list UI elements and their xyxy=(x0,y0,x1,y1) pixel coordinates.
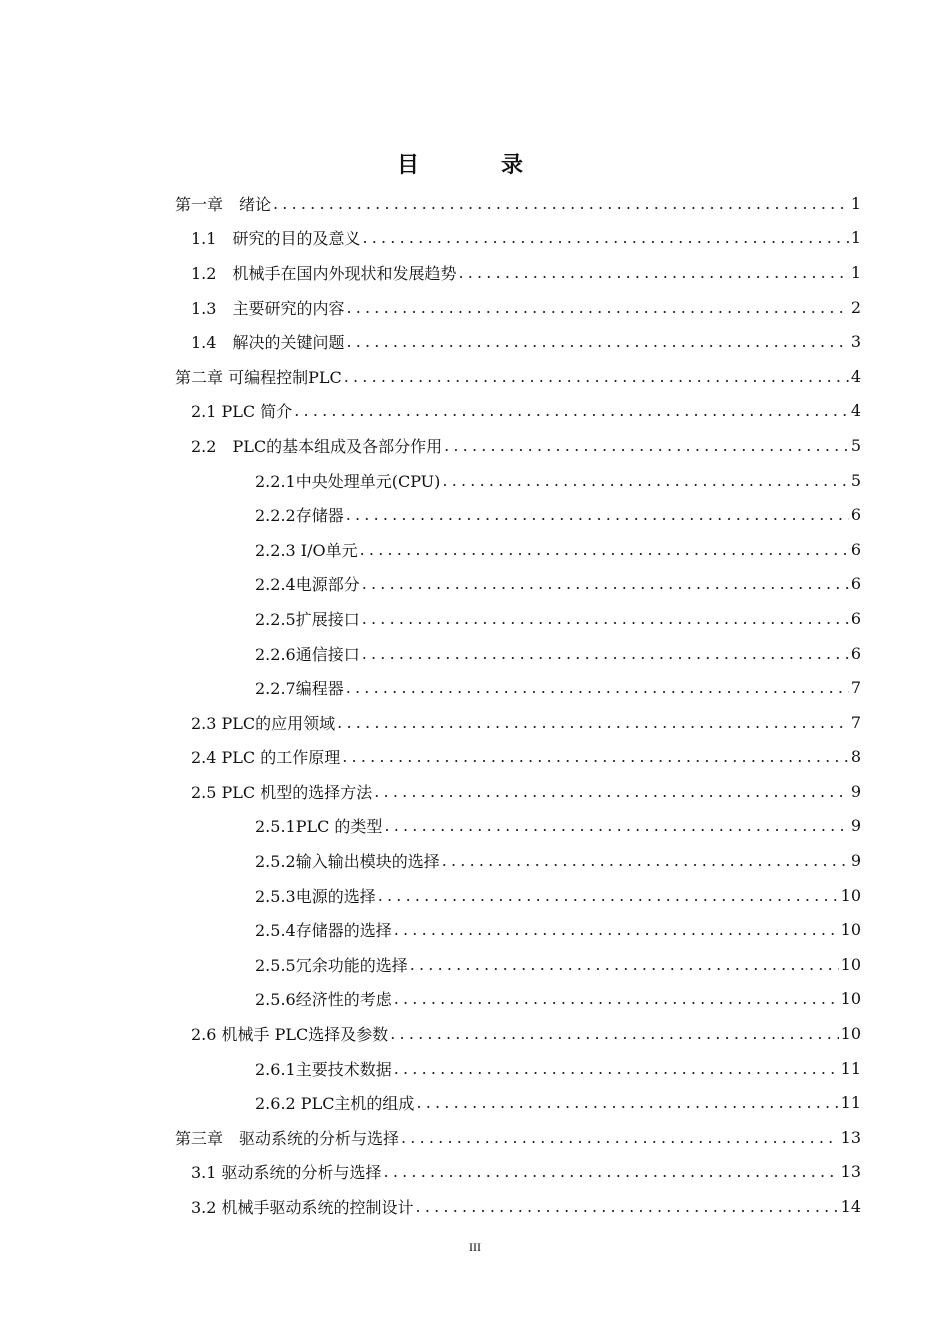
toc-dot-leader xyxy=(444,436,849,455)
toc-dot-leader xyxy=(344,367,849,386)
toc-entry-text: 2.6.2 PLC主机的组成 xyxy=(255,1094,415,1114)
toc-entry-text: 2.5.1PLC 的类型 xyxy=(255,817,383,837)
toc-dot-leader xyxy=(384,816,848,835)
toc-dot-leader xyxy=(362,574,849,593)
toc-entry[interactable] xyxy=(175,705,861,740)
toc-dot-leader xyxy=(273,194,849,213)
toc-entry-text: 2.2.4电源部分 xyxy=(255,575,360,595)
toc-entry-page: 11 xyxy=(840,1058,861,1078)
toc-dot-leader xyxy=(394,920,839,939)
toc-dot-leader xyxy=(442,471,848,490)
toc-entry-text: 2.2.3 I/O单元 xyxy=(255,540,358,560)
toc-dot-leader xyxy=(346,505,849,524)
toc-entry-page: 6 xyxy=(850,505,861,525)
toc-dot-leader xyxy=(346,678,849,697)
toc-dot-leader xyxy=(294,401,849,420)
toc-dot-leader xyxy=(416,1197,839,1216)
toc-entry-page: 8 xyxy=(850,747,861,767)
toc-dot-leader xyxy=(378,886,839,905)
toc-entry-page: 10 xyxy=(840,954,861,974)
toc-entry[interactable] xyxy=(175,567,861,602)
toc-entry-page: 10 xyxy=(840,920,861,940)
toc-entry-page: 2 xyxy=(850,297,861,317)
toc-dot-leader xyxy=(384,1162,839,1181)
toc-dot-leader xyxy=(346,332,848,351)
toc-entry[interactable] xyxy=(175,878,861,913)
toc-entry-page: 1 xyxy=(850,228,861,248)
toc-entry-page: 7 xyxy=(850,712,861,732)
toc-dot-leader xyxy=(362,609,849,628)
toc-entry-text: 2.6 机械手 PLC选择及参数 xyxy=(191,1025,389,1045)
toc-entry[interactable] xyxy=(175,1051,861,1086)
toc-entry-page: 7 xyxy=(850,678,861,698)
toc-entry[interactable] xyxy=(175,740,861,775)
toc-dot-leader xyxy=(362,228,848,247)
toc-dot-leader xyxy=(416,1093,838,1112)
toc-entry-page: 6 xyxy=(850,574,861,594)
toc-dot-leader xyxy=(410,955,839,974)
toc-entry[interactable] xyxy=(175,843,861,878)
toc-entry-text: 2.2.5扩展接口 xyxy=(255,609,360,629)
toc-entry-text: 1.2 机械手在国内外现状和发展趋势 xyxy=(191,263,457,283)
toc-entry[interactable] xyxy=(175,1155,861,1190)
toc-entry[interactable] xyxy=(175,428,861,463)
toc-entry[interactable] xyxy=(175,912,861,947)
toc-dot-leader xyxy=(394,1059,839,1078)
toc-entry[interactable] xyxy=(175,359,861,394)
toc-entry-text: 2.5.5冗余功能的选择 xyxy=(255,955,408,975)
toc-entry-text: 2.5 PLC 机型的选择方法 xyxy=(191,782,373,802)
toc-entry-page: 6 xyxy=(850,539,861,559)
toc-entry[interactable] xyxy=(175,636,861,671)
toc-entry[interactable] xyxy=(175,394,861,429)
toc-entry-text: 2.1 PLC 简介 xyxy=(191,402,293,422)
toc-dot-leader xyxy=(442,851,849,870)
toc-entry-text: 2.5.4存储器的选择 xyxy=(255,921,392,941)
toc-entry-page: 9 xyxy=(850,851,861,871)
toc-dot-leader xyxy=(390,1024,838,1043)
toc-entry-page: 6 xyxy=(850,643,861,663)
toc-dot-leader xyxy=(362,644,849,663)
toc-entry-page: 1 xyxy=(850,193,861,213)
toc-entry[interactable] xyxy=(175,186,861,221)
toc-entry-text: 1.1 研究的目的及意义 xyxy=(191,229,361,249)
toc-dot-leader xyxy=(360,540,849,559)
toc-entry-text: 3.2 机械手驱动系统的控制设计 xyxy=(191,1198,414,1218)
page-number-footer: III xyxy=(469,1240,481,1254)
toc-entry[interactable] xyxy=(175,1120,861,1155)
toc-entry-page: 5 xyxy=(850,435,861,455)
toc-dot-leader xyxy=(458,263,848,282)
toc-entry[interactable] xyxy=(175,947,861,982)
toc-entry-page: 13 xyxy=(840,1127,861,1147)
toc-dot-leader xyxy=(337,713,849,732)
toc-entry[interactable] xyxy=(175,809,861,844)
toc-entry[interactable] xyxy=(175,324,861,359)
toc-entry-text: 2.5.3电源的选择 xyxy=(255,886,376,906)
toc-entry-text: 2.2.6通信接口 xyxy=(255,644,360,664)
toc-entry-text: 2.2.7编程器 xyxy=(255,679,344,699)
toc-entry-page: 5 xyxy=(850,470,861,490)
toc-entry[interactable] xyxy=(175,463,861,498)
toc-entry-page: 10 xyxy=(840,1024,861,1044)
toc-entry-text: 第三章 驱动系统的分析与选择 xyxy=(175,1128,400,1148)
toc-entry[interactable] xyxy=(175,670,861,705)
toc-entry-text: 2.2.1中央处理单元(CPU) xyxy=(255,471,441,491)
toc-entry-text: 2.2 PLC的基本组成及各部分作用 xyxy=(191,436,443,456)
toc-entry-text: 2.2.2存储器 xyxy=(255,506,344,526)
table-of-contents xyxy=(175,186,861,1224)
toc-entry-page: 9 xyxy=(850,816,861,836)
toc-entry-text: 第二章 可编程控制PLC xyxy=(175,367,342,387)
toc-entry-text: 第一章 绪论 xyxy=(175,194,272,214)
toc-entry-page: 14 xyxy=(840,1197,861,1217)
toc-entry-page: 3 xyxy=(850,332,861,352)
toc-entry-page: 1 xyxy=(850,262,861,282)
toc-entry[interactable] xyxy=(175,221,861,256)
toc-entry[interactable] xyxy=(175,982,861,1017)
toc-entry-page: 13 xyxy=(840,1162,861,1182)
toc-dot-leader xyxy=(374,782,849,801)
toc-entry-text: 2.5.2输入输出模块的选择 xyxy=(255,852,440,872)
toc-entry-text: 2.6.1主要技术数据 xyxy=(255,1059,392,1079)
toc-entry-text: 3.1 驱动系统的分析与选择 xyxy=(191,1163,382,1183)
toc-entry[interactable] xyxy=(175,532,861,567)
toc-title: 目 录 xyxy=(396,152,553,178)
toc-entry-text: 1.3 主要研究的内容 xyxy=(191,298,345,318)
toc-entry[interactable] xyxy=(175,290,861,325)
toc-entry-page: 10 xyxy=(840,885,861,905)
toc-entry-text: 2.5.6经济性的考虑 xyxy=(255,990,392,1010)
toc-entry-page: 4 xyxy=(850,401,861,421)
toc-entry-page: 10 xyxy=(840,989,861,1009)
toc-entry[interactable] xyxy=(175,601,861,636)
toc-entry[interactable] xyxy=(175,1189,861,1224)
toc-entry-page: 11 xyxy=(840,1093,861,1113)
toc-entry-text: 1.4 解决的关键问题 xyxy=(191,333,345,353)
toc-dot-leader xyxy=(394,989,839,1008)
toc-entry[interactable] xyxy=(175,1016,861,1051)
toc-dot-leader xyxy=(342,747,849,766)
toc-entry-page: 4 xyxy=(850,366,861,386)
toc-entry[interactable] xyxy=(175,774,861,809)
toc-entry[interactable] xyxy=(175,497,861,532)
toc-dot-leader xyxy=(401,1128,839,1147)
toc-entry[interactable] xyxy=(175,255,861,290)
toc-entry-page: 6 xyxy=(850,608,861,628)
toc-dot-leader xyxy=(346,298,848,317)
toc-entry[interactable] xyxy=(175,1085,861,1120)
toc-entry-text: 2.4 PLC 的工作原理 xyxy=(191,748,341,768)
toc-entry-text: 2.3 PLC的应用领域 xyxy=(191,713,336,733)
toc-entry-page: 9 xyxy=(850,781,861,801)
